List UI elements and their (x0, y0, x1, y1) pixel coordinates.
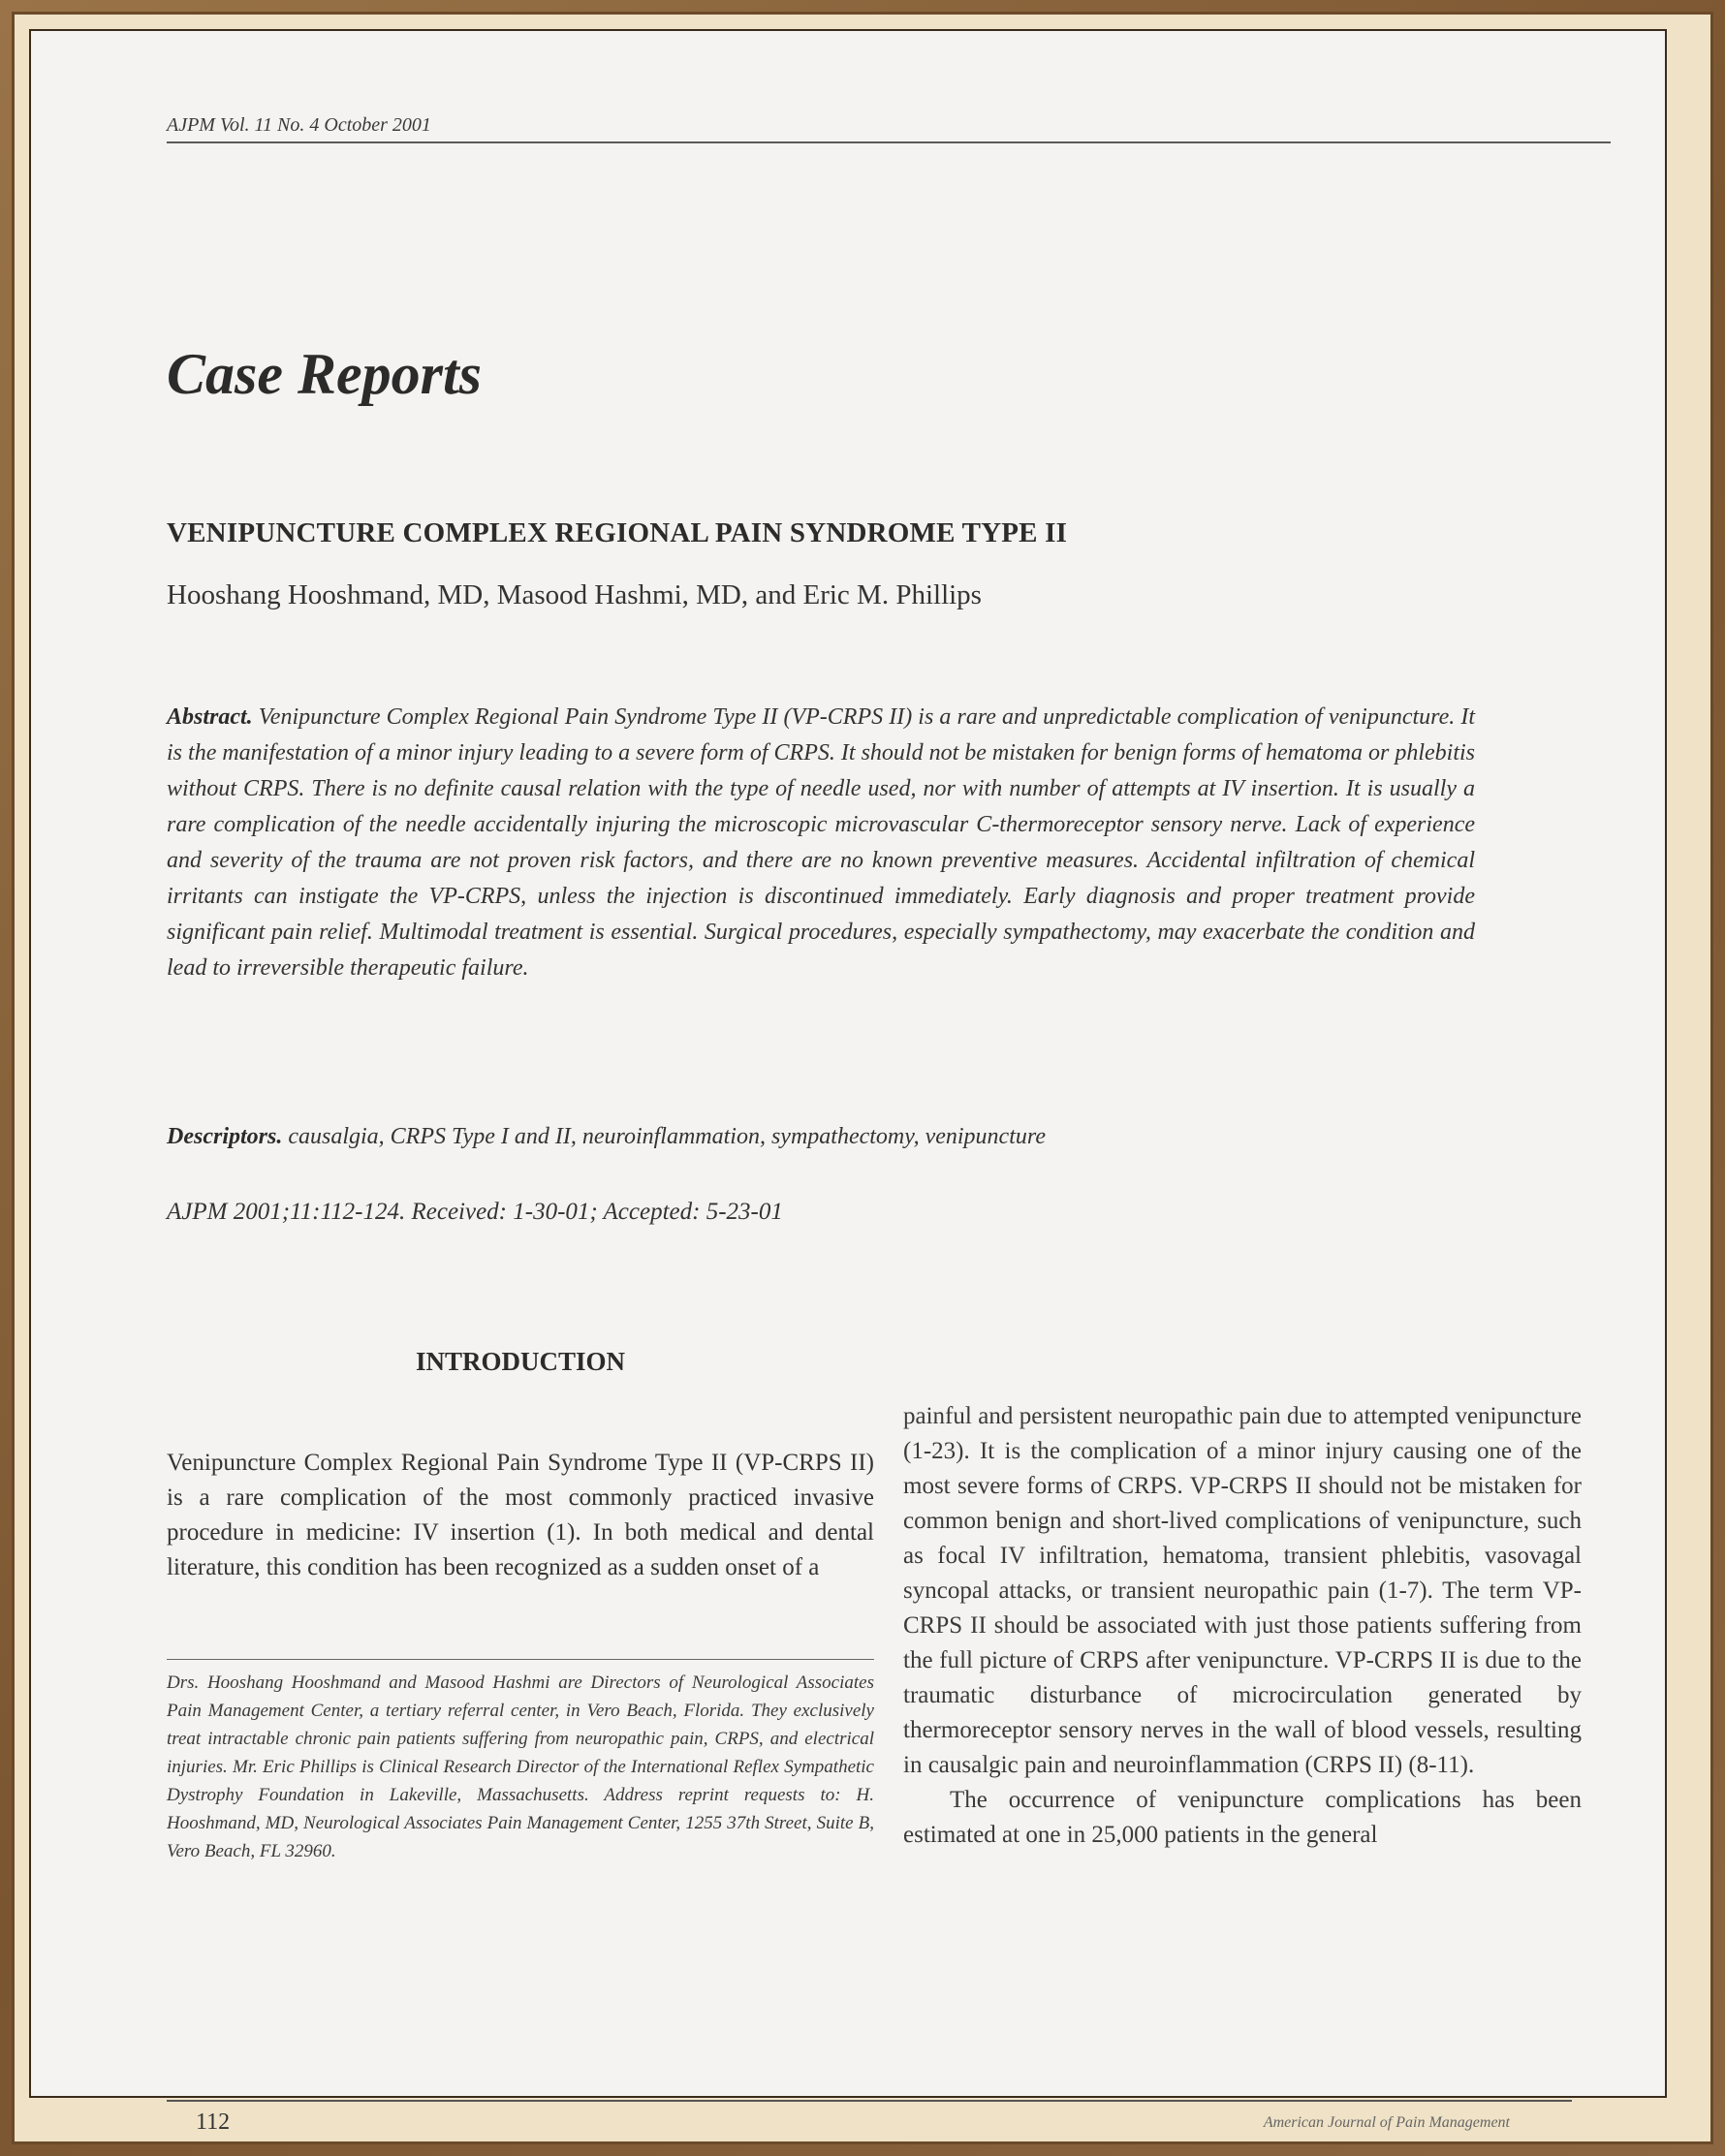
introduction-right-column (903, 1399, 1582, 1853)
running-head: AJPM Vol. 11 No. 4 October 2001 (167, 114, 431, 136)
abstract-text: Venipuncture Complex Regional Pain Syndrome Type II (VP-CRPS II) is a rare and unpredictable complication of venipuncture. It is the manifestation of a minor injury leading to a severe form of CRPS. It should not be mistaken for benign forms of hematoma or phlebitis without CRPS. There is no definite causal relation with the type of needle used, nor with number of attempts at IV insertion. It is usually a rare complication of the needle accidentally injuring the microscopic microvascular C-thermoreceptor sensory nerve. Lack of experience and severity of the trauma are not proven risk factors, and there are no known preventive measures. Accidental infiltration of chemical irritants can instigate the VP-CRPS, unless the injection is discontinued immediately. Early diagnosis and proper treatment provide significant pain relief. Multimodal treatment is essential. Surgical procedures, especially sympathectomy, may exacerbate the condition and lead to irreversible therapeutic failure. (167, 704, 1475, 981)
footer-rule (167, 2100, 1572, 2102)
journal-name: American Journal of Pain Management (1263, 2114, 1510, 2131)
section-title: Case Reports (167, 342, 483, 406)
page-number: 112 (196, 2109, 231, 2135)
citation: AJPM 2001;11:112-124. Received: 1-30-01; Accepted: 5-23-01 (167, 1199, 783, 1225)
right-column-paragraph-1: painful and persistent neuropathic pain due to attempted venipuncture (1-23). It is the complication of a minor injury causing one of the most severe forms of CRPS. VP-CRPS II should not be mistaken for common benign and short-lived complications of venipuncture, such as focal IV infiltration, hematoma, transient phlebitis, vasovagal syncopal attacks, or transient neuropathic pain (1-7). The term VP-CRPS II should be associated with just those patients suffering from the full picture of CRPS after venipuncture. VP-CRPS II is due to the traumatic disturbance of microcirculation generated by thermoreceptor sensory nerves in the wall of blood vessels, resulting in causalgic pain and neuroinflammation (CRPS II) (8-11). (903, 1403, 1582, 1778)
introduction-left-column: Venipuncture Complex Regional Pain Syndrome Type II (VP-CRPS II) is a rare complication of the most commonly practiced invasive procedure in medicine: IV insertion (1). In both medical and dental literature, this condition has been recognized as a sudden onset of a (167, 1450, 874, 1580)
journal-page (29, 29, 1667, 2135)
descriptors-text: causalgia, CRPS Type I and II, neuroinflammation, sympathectomy, venipuncture (288, 1124, 1046, 1149)
right-column-paragraph-2: The occurrence of venipuncture complications has been estimated at one in 25,000 patients in the general (903, 1787, 1582, 1848)
abstract-label: Abstract. (167, 704, 253, 730)
header-rule (167, 141, 1611, 143)
descriptors-label: Descriptors. (167, 1124, 283, 1149)
introduction-heading: INTRODUCTION (415, 1347, 626, 1376)
article-title: VENIPUNCTURE COMPLEX REGIONAL PAIN SYNDROME TYPE II (167, 517, 1068, 548)
abstract (167, 700, 1475, 986)
footnote-rule (167, 1659, 874, 1660)
author-affiliation-note: Drs. Hooshang Hooshmand and Masood Hashmi are Directors of Neurological Associates Pain Management Center, a tertiary referral center, in Vero Beach, Florida. They exclusively treat intractable chronic pain patients suffering from neuropathic pain, CRPS, and electrical injuries. Mr. Eric Phillips is Clinical Research Director of the International Reflex Sympathetic Dystrophy Foundation in Lakeville, Massachusetts. Address reprint requests to: H. Hooshmand, MD, Neurological Associates Pain Management Center, 1255 37th Street, Suite B, Vero Beach, FL 32960. (167, 1672, 874, 1861)
authors: Hooshang Hooshmand, MD, Masood Hashmi, MD, and Eric M. Phillips (167, 579, 982, 610)
descriptors (167, 1124, 1475, 1150)
